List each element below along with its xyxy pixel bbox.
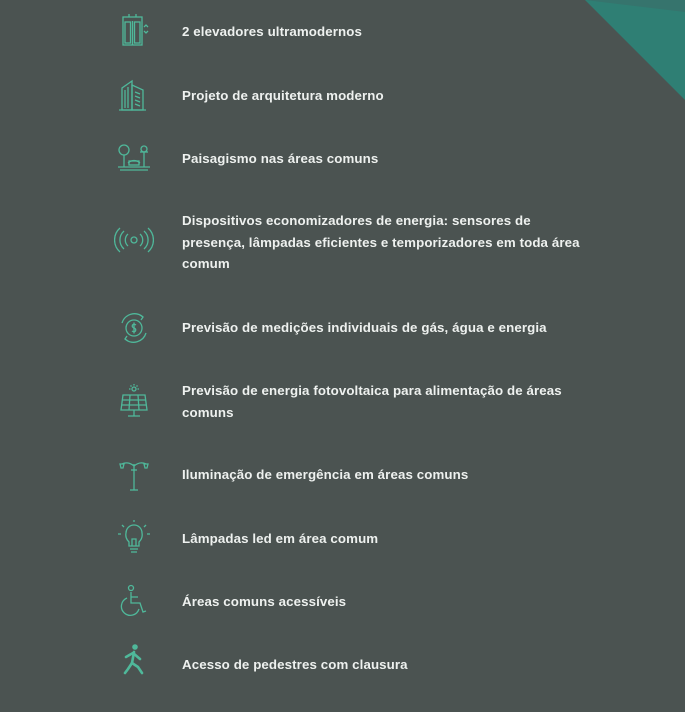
feature-text: Previsão de medições individuais de gás, água e energia	[182, 320, 547, 335]
feature-text: Projeto de arquitetura moderno	[182, 88, 384, 103]
feature-text: Paisagismo nas áreas comuns	[182, 151, 379, 166]
lightbulb-icon	[114, 519, 154, 559]
building-icon	[114, 76, 154, 116]
solar-panel-icon	[114, 383, 154, 423]
elevator-icon	[114, 12, 154, 52]
street-lamp-icon	[114, 456, 154, 496]
feature-text: Lâmpadas led em área comum	[182, 531, 379, 546]
wheelchair-icon	[114, 582, 154, 622]
feature-text: Iluminação de emergência em áreas comuns	[182, 467, 469, 482]
feature-text: Dispositivos economizadores de energia: sensores de presença, lâmpadas eficientes e temporizadores em toda área comum	[182, 213, 580, 271]
feature-text: 2 elevadores ultramodernos	[182, 24, 362, 39]
landscape-icon	[114, 139, 154, 179]
pedestrian-icon	[114, 643, 154, 683]
feature-text: Acesso de pedestres com clausura	[182, 657, 408, 672]
presence-sensor-icon	[114, 220, 154, 260]
meter-icon	[114, 308, 154, 348]
feature-text: Previsão de energia fotovoltaica para alimentação de áreas comuns	[182, 383, 562, 420]
corner-decoration	[585, 0, 685, 100]
feature-text: Áreas comuns acessíveis	[182, 594, 347, 609]
